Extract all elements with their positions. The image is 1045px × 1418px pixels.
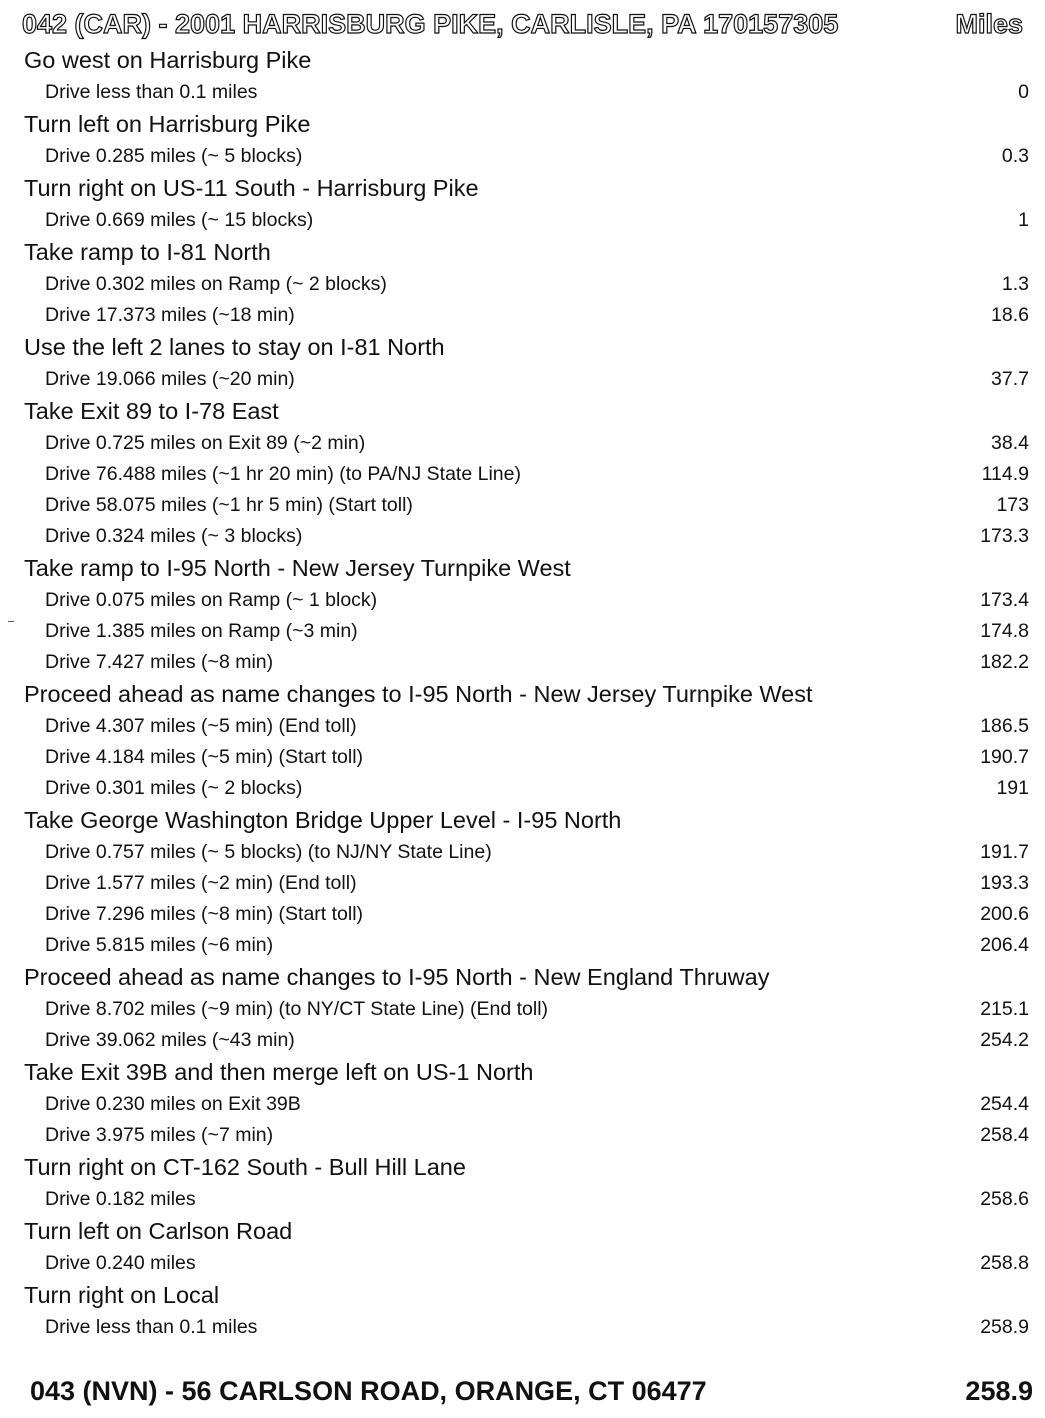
origin-title: 042 (CAR) - 2001 HARRISBURG PIKE, CARLISLE, PA 170157305 [22, 8, 839, 39]
drive-distance-text: Drive 0.725 miles on Exit 89 (~2 min) [45, 432, 366, 454]
drive-distance-text: Drive 0.301 miles (~ 2 blocks) [45, 777, 303, 799]
direction-step [0, 1215, 1045, 1248]
total-miles: 258.9 [965, 1375, 1033, 1406]
cumulative-miles: 37.7 [991, 368, 1029, 390]
drive-distance-text: Drive 1.385 miles on Ramp (~3 min) [45, 620, 358, 642]
drive-distance-text: Drive 0.285 miles (~ 5 blocks) [45, 145, 303, 167]
direction-step [0, 804, 1045, 837]
direction-step [0, 1279, 1045, 1312]
cumulative-miles: 1 [1018, 209, 1029, 231]
cumulative-miles: 200.6 [980, 903, 1029, 925]
drive-segment [0, 742, 1045, 773]
drive-segment [0, 490, 1045, 521]
direction-step [0, 172, 1045, 205]
cumulative-miles: 173 [996, 494, 1029, 516]
drive-distance-text: Drive 76.488 miles (~1 hr 20 min) (to PA/NJ State Line) [45, 463, 521, 485]
drive-distance-text: Drive 4.184 miles (~5 min) (Start toll) [45, 746, 364, 768]
drive-segment [0, 205, 1045, 236]
drive-distance-text: Drive 0.240 miles [45, 1252, 196, 1274]
drive-segment [0, 459, 1045, 490]
cumulative-miles: 190.7 [980, 746, 1029, 768]
directions-list [0, 44, 1045, 1343]
drive-distance-text: Drive 58.075 miles (~1 hr 5 min) (Start toll) [45, 494, 413, 516]
cumulative-miles: 215.1 [980, 998, 1029, 1020]
direction-step [0, 678, 1045, 711]
cumulative-miles: 258.8 [980, 1252, 1029, 1274]
drive-segment [0, 930, 1045, 961]
miles-column-header: Miles [955, 8, 1023, 39]
drive-distance-text: Drive 3.975 miles (~7 min) [45, 1124, 274, 1146]
step-instruction: Take Exit 89 to I-78 East [24, 398, 279, 424]
cumulative-miles: 254.2 [980, 1029, 1029, 1051]
drive-distance-text: Drive 0.230 miles on Exit 39B [45, 1093, 301, 1115]
cumulative-miles: 174.8 [980, 620, 1029, 642]
drive-distance-text: Drive 0.324 miles (~ 3 blocks) [45, 525, 303, 547]
step-instruction: Take ramp to I-95 North - New Jersey Turnpike West [24, 555, 571, 581]
step-instruction: Take ramp to I-81 North [24, 239, 271, 265]
cumulative-miles: 258.6 [980, 1188, 1029, 1210]
direction-step [0, 44, 1045, 77]
drive-segment [0, 711, 1045, 742]
direction-step [0, 961, 1045, 994]
drive-segment [0, 994, 1045, 1025]
cumulative-miles: 0.3 [1001, 145, 1029, 167]
drive-segment [0, 1120, 1045, 1151]
destination-row [30, 1372, 1033, 1410]
drive-segment [0, 364, 1045, 395]
drive-segment [0, 837, 1045, 868]
drive-distance-text: Drive 0.757 miles (~ 5 blocks) (to NJ/NY State Line) [45, 841, 492, 863]
drive-segment [0, 269, 1045, 300]
drive-distance-text: Drive 7.427 miles (~8 min) [45, 651, 274, 673]
cumulative-miles: 18.6 [991, 304, 1029, 326]
drive-distance-text: Drive 7.296 miles (~8 min) (Start toll) [45, 903, 364, 925]
destination-title: 043 (NVN) - 56 CARLSON ROAD, ORANGE, CT 06477 [30, 1375, 707, 1406]
drive-distance-text: Drive 1.577 miles (~2 min) (End toll) [45, 872, 357, 894]
direction-step [0, 108, 1045, 141]
direction-step [0, 236, 1045, 269]
drive-segment [0, 300, 1045, 331]
drive-distance-text: Drive 19.066 miles (~20 min) [45, 368, 295, 390]
drive-segment [0, 1248, 1045, 1279]
drive-distance-text: Drive 0.182 miles [45, 1188, 196, 1210]
drive-distance-text: Drive 17.373 miles (~18 min) [45, 304, 295, 326]
cumulative-miles: 254.4 [980, 1093, 1029, 1115]
drive-segment [0, 868, 1045, 899]
step-instruction: Turn left on Harrisburg Pike [24, 111, 311, 137]
drive-segment [0, 585, 1045, 616]
cumulative-miles: 173.3 [980, 525, 1029, 547]
step-instruction: Turn right on US-11 South - Harrisburg Pike [24, 175, 479, 201]
cumulative-miles: 114.9 [981, 463, 1029, 485]
direction-step [0, 1056, 1045, 1089]
drive-segment [0, 616, 1045, 647]
cumulative-miles: 191 [996, 777, 1029, 799]
drive-distance-text: Drive 39.062 miles (~43 min) [45, 1029, 295, 1051]
direction-step [0, 552, 1045, 585]
cumulative-miles: 38.4 [991, 432, 1029, 454]
cumulative-miles: 193.3 [980, 872, 1029, 894]
cumulative-miles: 191.7 [980, 841, 1029, 863]
drive-segment [0, 647, 1045, 678]
drive-distance-text: Drive less than 0.1 miles [45, 81, 258, 103]
drive-distance-text: Drive less than 0.1 miles [45, 1316, 258, 1338]
cumulative-miles: 182.2 [980, 651, 1029, 673]
drive-distance-text: Drive 0.669 miles (~ 15 blocks) [45, 209, 314, 231]
cumulative-miles: 173.4 [980, 589, 1029, 611]
drive-segment [0, 1184, 1045, 1215]
cumulative-miles: 186.5 [980, 715, 1029, 737]
drive-distance-text: Drive 5.815 miles (~6 min) [45, 934, 274, 956]
step-instruction: Proceed ahead as name changes to I-95 North - New England Thruway [24, 964, 770, 990]
cumulative-miles: 0 [1018, 81, 1029, 103]
direction-step [0, 395, 1045, 428]
drive-segment [0, 141, 1045, 172]
step-instruction: Proceed ahead as name changes to I-95 North - New Jersey Turnpike West [24, 681, 813, 707]
step-instruction: Turn left on Carlson Road [24, 1218, 293, 1244]
header-row [22, 4, 1031, 44]
drive-segment [0, 1089, 1045, 1120]
cumulative-miles: 1.3 [1001, 273, 1029, 295]
step-instruction: Turn right on Local [24, 1282, 220, 1308]
step-instruction: Turn right on CT-162 South - Bull Hill Lane [24, 1154, 466, 1180]
cumulative-miles: 258.4 [980, 1124, 1029, 1146]
drive-segment [0, 428, 1045, 459]
drive-segment [0, 773, 1045, 804]
drive-segment [0, 77, 1045, 108]
direction-step [0, 331, 1045, 364]
step-instruction: Take Exit 39B and then merge left on US-1 North [24, 1059, 534, 1085]
drive-distance-text: Drive 0.302 miles on Ramp (~ 2 blocks) [45, 273, 387, 295]
drive-segment [0, 899, 1045, 930]
cumulative-miles: 206.4 [980, 934, 1029, 956]
direction-step [0, 1151, 1045, 1184]
drive-segment [0, 1312, 1045, 1343]
step-instruction: Take George Washington Bridge Upper Level - I-95 North [24, 807, 622, 833]
drive-distance-text: Drive 8.702 miles (~9 min) (to NY/CT State Line) (End toll) [45, 998, 549, 1020]
drive-segment [0, 521, 1045, 552]
step-instruction: Use the left 2 lanes to stay on I-81 North [24, 334, 445, 360]
drive-segment [0, 1025, 1045, 1056]
drive-distance-text: Drive 4.307 miles (~5 min) (End toll) [45, 715, 357, 737]
cumulative-miles: 258.9 [980, 1316, 1029, 1338]
drive-distance-text: Drive 0.075 miles on Ramp (~ 1 block) [45, 589, 378, 611]
step-instruction: Go west on Harrisburg Pike [24, 47, 312, 73]
